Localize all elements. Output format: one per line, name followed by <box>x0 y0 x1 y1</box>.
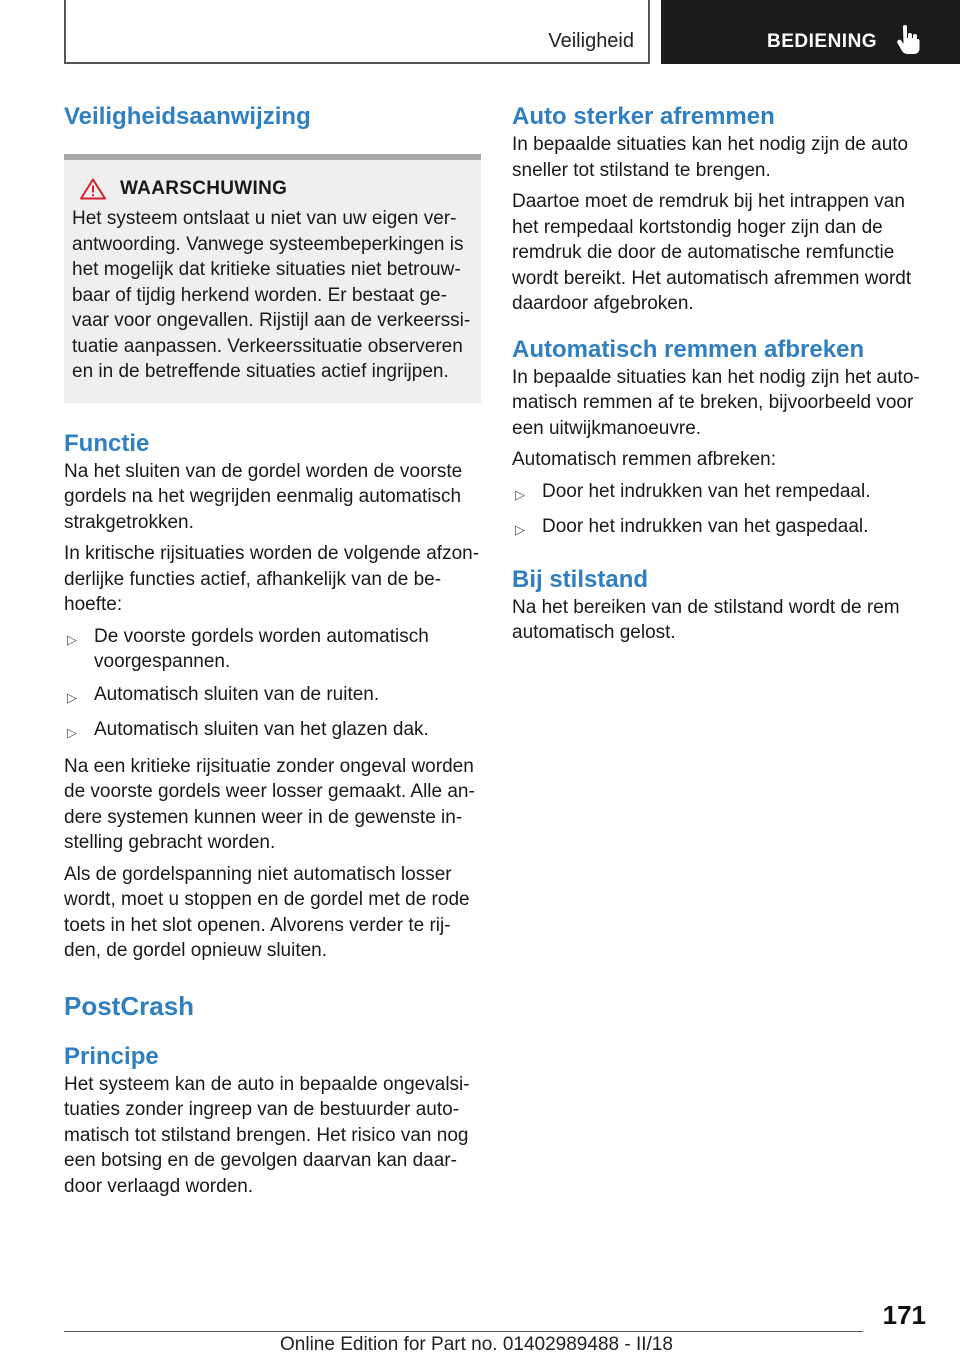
functie-paragraph-2: In kritische rijsituaties worden de volgende afzonderlijke functies actief, afhankelijk van de behoefte: <box>64 543 480 615</box>
footer-rule <box>64 1331 863 1332</box>
principe-paragraph: Het systeem kan de auto in bepaalde ongevalsituaties zonder ingreep van de bestuurder automatisch tot stilstand brengen. Het risico van nog een botsing en de gevolgen daarvan kan daardoor verlaagd worden. <box>64 1073 470 1197</box>
bullet-triangle-icon: ▷ <box>515 522 525 537</box>
pointing-hand-icon <box>895 24 921 56</box>
afremmen-paragraph-1: In bepaalde situaties kan het nodig zijn de auto sneller tot stilstand te brengen. <box>512 134 909 181</box>
list-item: ▷ De voorste gordels worden automatisch voorgespannen. <box>64 624 481 675</box>
sub-heading-principe: Principe <box>64 1042 159 1070</box>
section-heading-auto-sterker-afremmen: Auto sterker afremmen <box>512 103 775 130</box>
afremmen-paragraph-2: Daartoe moet de remdruk bij het intrappen van het rempedaal kortstondig hoger zijn dan de remdruk die door de automatische remfunctie wordt bereikt. Het automatisch afremmen wordt daardoor afgebroken. <box>512 191 912 314</box>
functie-paragraph-1: Na het sluiten van de gordel worden de voorste gordels na het wegrijden eenmalig automatisch strakgetrokken. <box>64 460 463 533</box>
functie-bullet-list <box>64 624 481 746</box>
header-rule-left <box>64 0 66 64</box>
afbreken-bullet-list <box>512 479 922 543</box>
header-section-title: Veiligheid <box>548 30 634 52</box>
afbreken-paragraph-2: Automatisch remmen afbreken: <box>512 449 777 470</box>
bullet-triangle-icon: ▷ <box>515 486 525 502</box>
bullet-triangle-icon: ▷ <box>67 725 77 740</box>
afbreken-paragraph-1: In bepaalde situaties kan het nodig zijn het automatisch remmen af te breken, bijvoorbeeld voor een uitwijkmanoeuvre. <box>512 366 920 439</box>
header-rule-middle <box>648 0 650 64</box>
section-heading-functie: Functie <box>64 429 150 457</box>
warning-title: WAARSCHUWING <box>120 178 288 199</box>
section-heading-postcrash: PostCrash <box>64 990 195 1021</box>
stilstand-paragraph: Na het bereiken van de stilstand wordt de rem automatisch gelost. <box>512 596 900 643</box>
list-item: ▷ Automatisch sluiten van het glazen dak. <box>64 717 481 746</box>
functie-paragraph-3: Na een kritieke rijsituatie zonder ongeval worden de voorste gordels weer losser gemaakt. Alle andere systemen kunnen weer in de gewenste instelling gebracht worden. <box>64 755 475 853</box>
warning-triangle-icon <box>80 178 106 200</box>
warning-header <box>72 178 471 200</box>
section-heading-bij-stilstand: Bij stilstand <box>512 565 649 593</box>
list-item: ▷ Door het indrukken van het rempedaal. <box>512 479 922 508</box>
list-item: ▷ Door het indrukken van het gaspedaal. <box>512 514 922 543</box>
warning-box <box>64 154 481 403</box>
left-column <box>64 102 481 1205</box>
right-column <box>512 102 922 652</box>
bullet-triangle-icon: ▷ <box>67 689 77 705</box>
section-heading-automatisch-remmen-afbreken: Automatisch remmen afbreken <box>512 335 865 363</box>
chapter-tab-label: BEDIENING <box>767 31 878 52</box>
header-rule-bottom <box>64 62 650 64</box>
page-number: 171 <box>882 1300 926 1330</box>
bullet-triangle-icon: ▷ <box>67 631 77 647</box>
list-item: ▷ Automatisch sluiten van de ruiten. <box>64 682 481 711</box>
section-heading-veiligheidsaanwijzing: Veiligheidsaanwijzing <box>64 103 311 130</box>
footer-edition-text: Online Edition for Part no. 01402989488 - II/18 <box>280 1334 673 1355</box>
functie-paragraph-4: Als de gordelspanning niet automatisch losser wordt, moet u stoppen en de gordel met de rode toets in het slot openen. Alvorens verder te rijden, de gordel opnieuw sluiten. <box>64 863 470 961</box>
warning-text: Het systeem ontslaat u niet van uw eigen verantwoording. Vanwege systeembeperkingen is het mogelijk dat kritieke situaties niet betrouwbaar of tijdig herkend worden. Er bestaat gevaar voor ongevallen. Rijstijl aan de verkeerssituatie aanpassen. Verkeerssituatie observeren en in de betreffende situaties actief ingrijpen. <box>72 208 471 382</box>
header-chapter-tab <box>661 0 960 64</box>
